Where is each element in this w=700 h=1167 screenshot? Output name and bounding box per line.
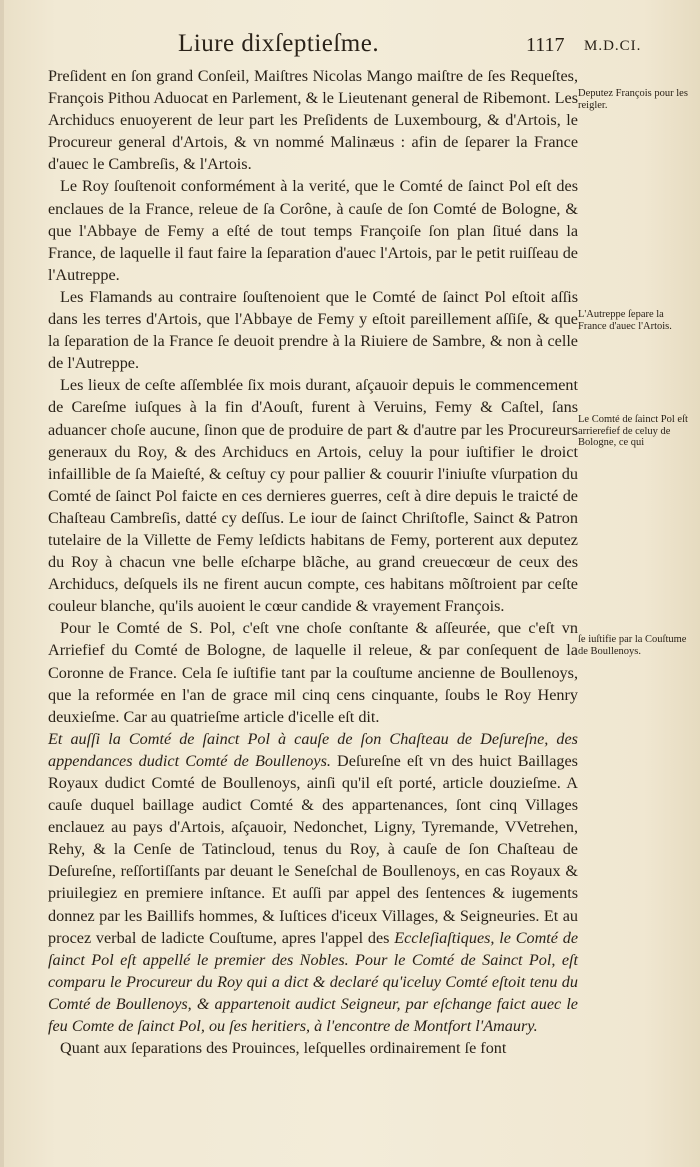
paragraph: Le Roy ſouſtenoit conformément à la verité, que le Comté de ſainct Pol eſt des enclaues de la France, releue de ſa Corône, à cauſe de ſon Comté de Bologne, & que l'Abbaye de Femy a eſté de tout temps Françoiſe ſon plan ſitué dans la France, de laquelle il faut faire la ſeparation d'auec l'Artois, par le petit ruiſſeau de l'Autreppe.: [48, 177, 578, 284]
folio-number: 1117: [526, 34, 565, 56]
margin-year: M.D.CI.: [584, 38, 642, 54]
paragraph: Preſident en ſon grand Conſeil, Maiſtres Nicolas Mango maiſtre de ſes Requeſtes, François Pithou Aduocat en Parlement, & le Lieutenant general de Ribemont. Les Archiducs enuoyerent de leur part les Preſidents de Luxembourg, & d'Artois, le Procureur general d'Artois, & vn nommé Malinæus : afin de ſeparer la France d'auec le Cambreſis, & l'Artois.: [48, 67, 578, 174]
gutter-shadow: [0, 0, 4, 1167]
paragraph: Les lieux de ceſte aſſemblée ſix mois durant, aſçauoir depuis le commencement de Careſme iuſques à la fin d'Aouſt, furent à Veruins, Femy & Caſtel, ſans aduancer choſe aucune, ſinon que de produire de part & d'autre par les Procureurs generaux du Roy, & des Archiducs en Artois, celuy la pour iuſtifier le droict infaillible de ſa Maieſté, & ceſtuy cy pour pallier & couurir l'iniuſte vſurpation du Comté de ſainct Pol faicte en ces dernieres guerres, ceſt à dire depuis le traicté de Chaſteau Cambreſis, datté cy deſſus. Le iour de ſainct Chriſtofle, Sainct & Patron tutelaire de la Villette de Femy leſdicts habitans de Femy, porterent aux deputez du Roy à chacun vne belle eſcharpe blãche, au grand creuecœur de ceux des Archiducs, deſquels ils ne firent aucun compte, ces habitans mõſtroient par ceſte couleur blanche, qu'ils auoient le cœur candide & vrayement François.: [48, 376, 578, 616]
paragraph-quoted: [48, 728, 578, 1037]
margin-note: Deputez François pour les reigler.: [578, 88, 688, 111]
running-title: Liure dixſeptieſme.: [178, 30, 380, 57]
paragraph-text: Deſureſne eſt vn des huict Baillages Royaux dudict Comté de Boullenoys, ainſi qu'il eſt porté, article douzieſme. A cauſe duquel baillage audict Comté & des appartenances, ſont cinq Villages enclauez au pays d'Artois, aſçauoir, Nedonchet, Ligny, Tyremande, VVetrehen, Rehy, & la Cenſe de Tatincloud, tenus du Roy, à cauſe de ſon Chaſteau de Deſureſne, reſſortiſſants par deuant le Seneſchal de Boullenoys, en cas Royaux & priuilegiez en premiere inſtance. Et auſſi par appel des ſentences & iugements donnez par les Baillifs hommes, & Iuſtices d'iceux Villages, & Seigneuries. Et au procez verbal de ladicte Couſtume, apres l'appel des: [48, 751, 578, 947]
margin-note: ſe iuſtifie par la Couſtume de Boullenoys.: [578, 634, 687, 657]
italic-quote: Eccleſiaſtiques, le Comté de ſainct Pol eſt appellé le premier des Nobles. Pour le Comté de Sainct Pol, eſt comparu le Procureur du Roy qui a dict & declaré qu'iceluy Comté eſtoit tenu du Comté de Boullenoys, & appartenoit audict Seigneur, par eſchange faict auec le feu Comte de ſainct Pol, ou ſes heritiers, à l'encontre de Montfort l'Amaury.: [48, 928, 578, 1036]
margin-note: L'Autreppe ſepare la France d'auec l'Artois.: [578, 309, 672, 332]
paragraph: Les Flamands au contraire ſouſtenoient que le Comté de ſainct Pol eſtoit aſſis dans les terres d'Artois, que l'Abbaye de Femy y eſtoit pareillement aſſiſe, & que la ſeparation de la France ſe deuoit prendre à la Riuiere de Sambre, & non à celle de l'Autreppe.: [48, 287, 578, 373]
paragraph-last-line: Quant aux ſeparations des Prouinces, leſquelles ordinairement ſe font: [60, 1039, 507, 1058]
margin-note: Le Comté de ſainct Pol eſt arrierefief de celuy de Bologne, ce qui: [578, 414, 688, 448]
margin-notes: [578, 0, 696, 1167]
paragraph: Pour le Comté de S. Pol, c'eſt vne choſe conſtante & aſſeurée, que c'eſt vn Arriefief du Comté de Bologne, de laquelle il releue, & par conſequent de la Coronne de France. Cela ſe iuſtifie tant par la couſtume ancienne de Boullenoys, que la reformée en l'an de grace mil cinq cens cinquante, ſoubs le Roy Henry deuxieſme. Car au quatrieſme article d'icelle eſt dit.: [48, 619, 578, 726]
italic-quote: Et auſſi la Comté de ſainct Pol à cauſe de ſon Chaſteau de Deſureſne, des appendances dudict Comté de Boullenoys.: [48, 729, 578, 770]
main-text-column: [48, 65, 578, 1059]
